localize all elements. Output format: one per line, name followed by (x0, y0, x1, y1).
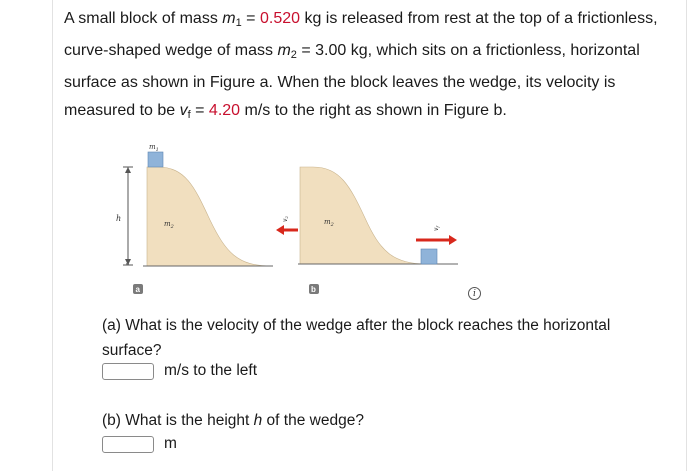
problem-text: kg is released from rest at the top of a frictionless, curve-shaped wedge of mass (64, 10, 658, 59)
problem-text: = (190, 102, 209, 119)
m2-symbol: m (277, 42, 291, 59)
problem-text: = (241, 10, 260, 27)
m1-subscript: 1 (235, 17, 242, 29)
info-icon[interactable] (468, 287, 481, 300)
part-a-answer-row (102, 362, 257, 380)
vf-label: vf (433, 226, 440, 231)
wedge-a (147, 167, 271, 266)
problem-text: A small block of mass (64, 10, 223, 27)
physics-figure (118, 138, 488, 308)
right-border (686, 0, 687, 471)
vf-subscript: f (187, 109, 191, 121)
m2-figure-label-b: $m_2$ (324, 218, 334, 228)
figure-a-badge-label: a (135, 285, 140, 294)
part-b-text-suffix: of the wedge? (262, 412, 364, 429)
problem-text: m/s to the right as shown in Figure b. (240, 102, 507, 119)
block-m1-a (148, 152, 163, 167)
m2-figure-label-a: $m_2$ (164, 220, 174, 230)
wedge-diagram (118, 138, 488, 308)
left-border (52, 0, 53, 471)
part-b-question (102, 408, 364, 433)
v2-label: v2 (282, 216, 289, 222)
part-a-question (102, 313, 642, 363)
block-m1-b (421, 249, 437, 264)
m1-symbol: m (222, 10, 236, 27)
part-b-unit: m (164, 435, 177, 452)
problem-statement (64, 5, 674, 129)
vf-value: 4.20 (208, 102, 241, 119)
part-a-text: (a) What is the velocity of the wedge after the block reaches the horizontal surface? (102, 317, 611, 359)
part-b-text: (b) What is the height (102, 412, 254, 429)
part-a-unit: m/s to the left (164, 362, 258, 379)
m1-value: 0.520 (259, 10, 301, 27)
figure-b-badge-label: b (311, 285, 316, 294)
h-label: h (116, 214, 122, 223)
part-b-answer-input[interactable] (102, 436, 154, 453)
m1-figure-label: $m_1$ (149, 143, 159, 153)
vf-symbol: v (179, 102, 188, 119)
h-symbol: h (253, 412, 263, 429)
wedge-b (300, 167, 426, 264)
info-glyph: i (473, 289, 476, 299)
problem-text: = 3.00 kg, which sits on a frictionless, horizontal surface as shown in Figure a. When the block leaves the wedge, its velocity is measured to be (64, 42, 640, 119)
m2-subscript: 2 (290, 49, 297, 61)
part-b-answer-row (102, 435, 177, 453)
part-a-answer-input[interactable] (102, 363, 154, 380)
